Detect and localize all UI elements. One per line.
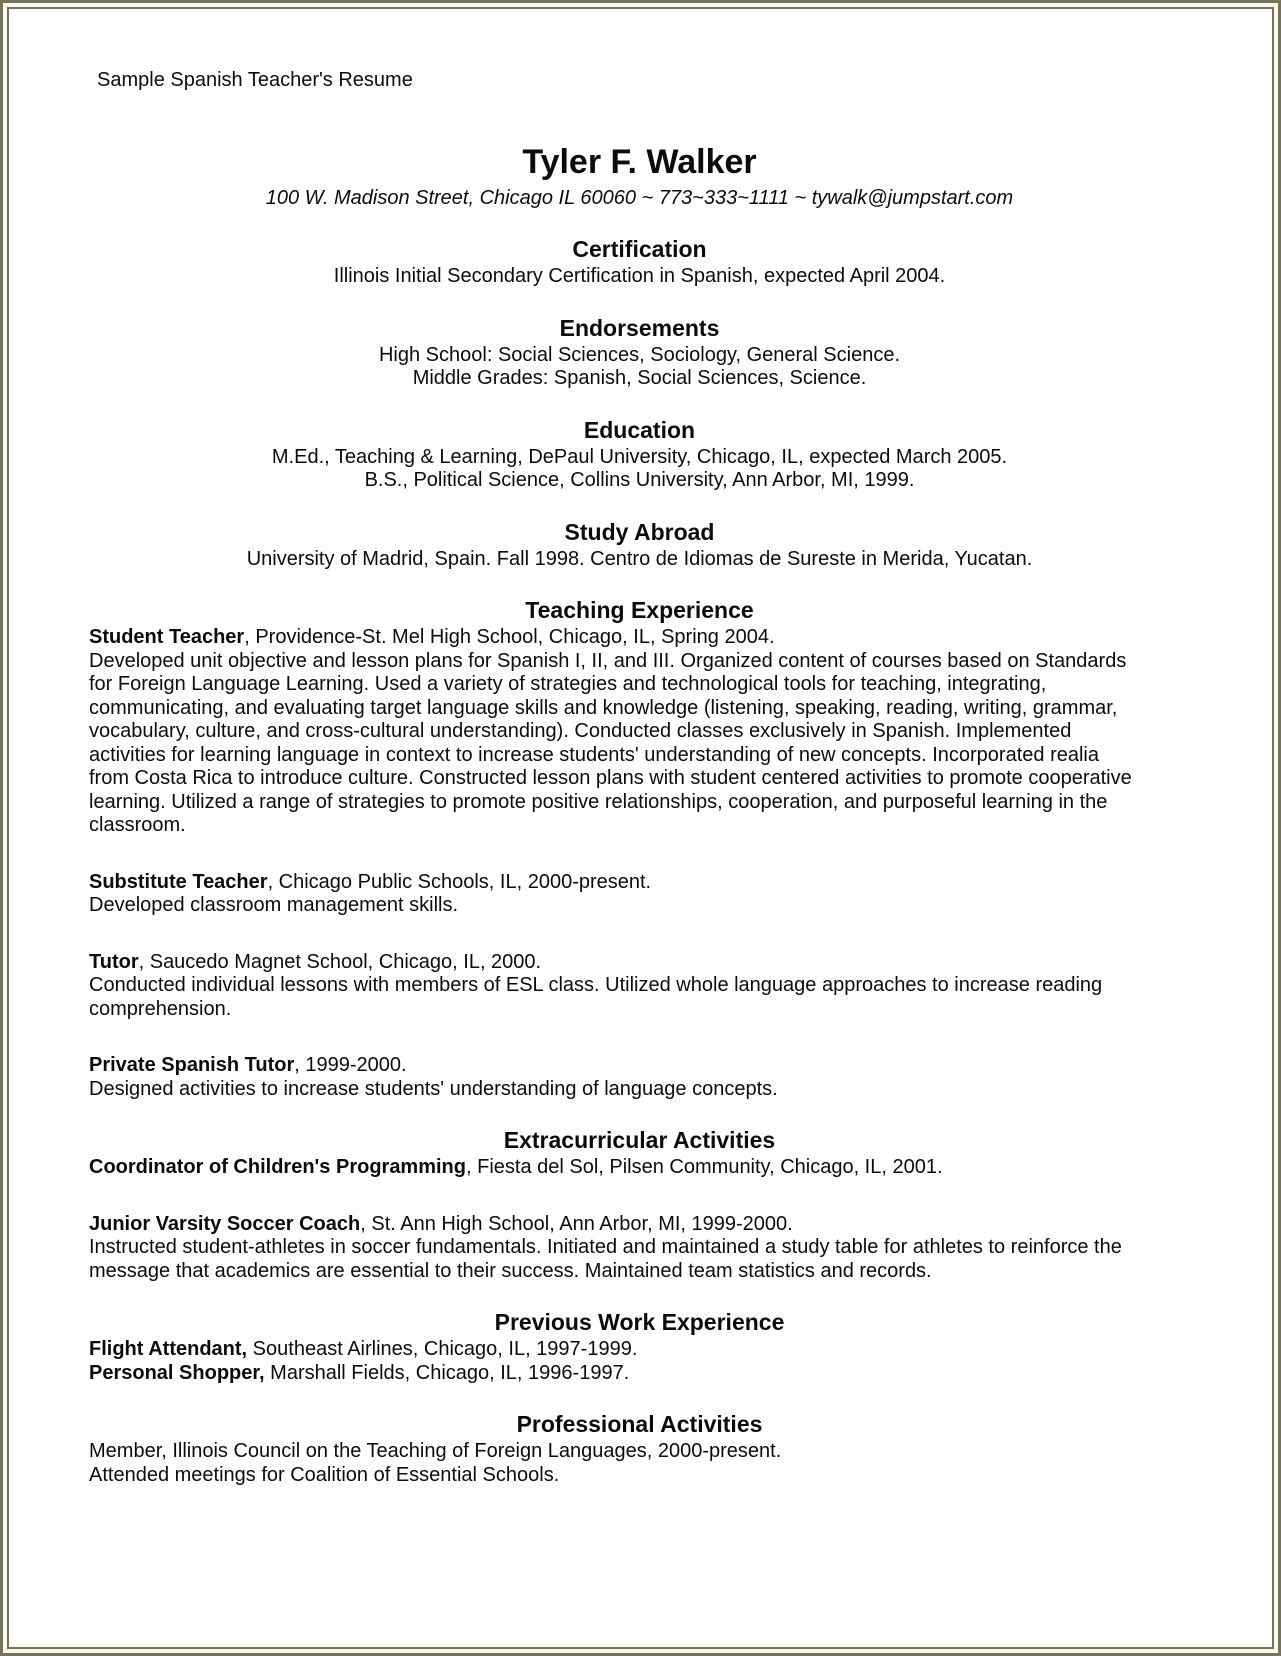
section-endorsements	[89, 315, 1190, 391]
section-education	[89, 417, 1190, 493]
work-entry-flight-attendant	[89, 1338, 1190, 1362]
entry-role: Flight Attendant,	[89, 1338, 248, 1360]
section-title-study-abroad: Study Abroad	[564, 518, 715, 545]
entry-detail: Southeast Airlines, Chicago, IL, 1997-1999.	[247, 1338, 638, 1360]
activity-entry-coordinator	[89, 1156, 1190, 1180]
entry-description: Instructed student-athletes in soccer fundamentals. Initiated and maintained a study table for athletes to reinforce the message that academics are essential to their success. Maintained team statistics and records.	[89, 1236, 1122, 1282]
entry-role: Tutor	[89, 950, 139, 973]
professional-activity-line: Attended meetings for Coalition of Essential Schools.	[89, 1463, 560, 1486]
entry-description: Designed activities to increase students' understanding of language concepts.	[89, 1077, 778, 1100]
endorsement-line: High School: Social Sciences, Sociology, General Science.	[378, 343, 900, 366]
section-previous-work-experience	[89, 1309, 1190, 1385]
experience-entry-substitute-teacher	[89, 871, 1190, 918]
entry-role: Personal Shopper,	[89, 1361, 265, 1384]
entry-description: Conducted individual lessons with members of ESL class. Utilized whole language approaches to increase reading comprehension.	[89, 974, 1103, 1020]
entry-role: Student Teacher	[89, 626, 245, 648]
endorsement-line: Middle Grades: Spanish, Social Sciences, Science.	[412, 367, 867, 389]
education-line: M.Ed., Teaching & Learning, DePaul University, Chicago, IL, expected March 2005.	[271, 445, 1008, 468]
document-label: Sample Spanish Teacher's Resume	[97, 69, 413, 91]
entry-heading	[89, 871, 1190, 895]
entry-detail: , 1999-2000.	[294, 1054, 407, 1076]
entry-detail: , Fiesta del Sol, Pilsen Community, Chicago, IL, 2001.	[466, 1156, 943, 1178]
entry-detail: , Providence-St. Mel High School, Chicago, IL, Spring 2004.	[244, 626, 775, 648]
section-title-extracurricular: Extracurricular Activities	[503, 1127, 776, 1153]
entry-heading	[89, 951, 1190, 975]
section-title-previous-work: Previous Work Experience	[494, 1309, 785, 1335]
entry-role: Substitute Teacher	[89, 870, 268, 893]
entry-role: Junior Varsity Soccer Coach	[89, 1212, 361, 1235]
section-title-endorsements: Endorsements	[559, 314, 720, 341]
contact-line: 100 W. Madison Street, Chicago IL 60060 ~ 773~333~1111 ~ tywalk@jumpstart.com	[265, 187, 1014, 209]
section-title-professional-activities: Professional Activities	[516, 1411, 763, 1437]
entry-heading	[89, 1338, 1190, 1362]
entry-role: Coordinator of Children's Programming	[89, 1156, 466, 1178]
work-entry-personal-shopper	[89, 1362, 1190, 1386]
resume-document	[7, 7, 1274, 1649]
section-title-certification: Certification	[572, 236, 707, 262]
entry-heading	[89, 1213, 1190, 1237]
entry-role: Private Spanish Tutor	[89, 1054, 295, 1076]
experience-entry-tutor	[89, 951, 1190, 1022]
entry-heading	[89, 626, 1190, 650]
entry-detail: , St. Ann High School, Ann Arbor, MI, 1999-2000.	[360, 1212, 793, 1235]
section-extracurricular-activities	[89, 1127, 1190, 1283]
professional-activity-line: Member, Illinois Council on the Teaching of Foreign Languages, 2000-present.	[89, 1440, 782, 1462]
section-study-abroad	[89, 519, 1190, 572]
section-certification	[89, 236, 1190, 289]
entry-heading	[89, 1156, 1190, 1180]
activity-entry-soccer-coach	[89, 1213, 1190, 1284]
entry-detail: Marshall Fields, Chicago, IL, 1996-1997.	[264, 1361, 630, 1384]
entry-description: Developed unit objective and lesson plans for Spanish I, II, and III. Organized content of courses based on Standards for Foreign Language Learning. Used a variety of strategies and technological tools for teaching, integrating, communicating, and evaluating target language skills and knowledge (listening, speaking, reading, writing, grammar, vocabulary, culture, and cross-cultural understanding). Conducted classes exclusively in Spanish. Implemented activities for learning language in context to increase students' understanding of new concepts. Incorporated realia from Costa Rica to introduce culture. Constructed lesson plans with student centered activities to promote cooperative learning. Utilized a range of strategies to promote positive relationships, cooperation, and purposeful learning in the classroom.	[89, 649, 1132, 836]
entry-heading	[89, 1054, 1190, 1078]
section-title-education: Education	[583, 416, 696, 443]
entry-detail: , Chicago Public Schools, IL, 2000-present.	[267, 870, 652, 893]
resume-header	[89, 142, 1190, 210]
section-professional-activities	[89, 1411, 1190, 1487]
certification-line: Illinois Initial Secondary Certification in Spanish, expected April 2004.	[333, 265, 946, 287]
section-teaching-experience	[89, 597, 1190, 1101]
section-title-teaching-experience: Teaching Experience	[525, 597, 754, 623]
education-line: B.S., Political Science, Collins University, Ann Arbor, MI, 1999.	[364, 469, 915, 491]
study-abroad-line: University of Madrid, Spain. Fall 1998. Centro de Idiomas de Sureste in Merida, Yucatan.	[246, 547, 1033, 570]
entry-heading	[89, 1362, 1190, 1386]
entry-detail: , Saucedo Magnet School, Chicago, IL, 2000.	[138, 950, 542, 973]
entry-description: Developed classroom management skills.	[89, 894, 459, 916]
candidate-name: Tyler F. Walker	[522, 143, 757, 181]
experience-entry-private-spanish-tutor	[89, 1054, 1190, 1101]
experience-entry-student-teacher	[89, 626, 1190, 838]
